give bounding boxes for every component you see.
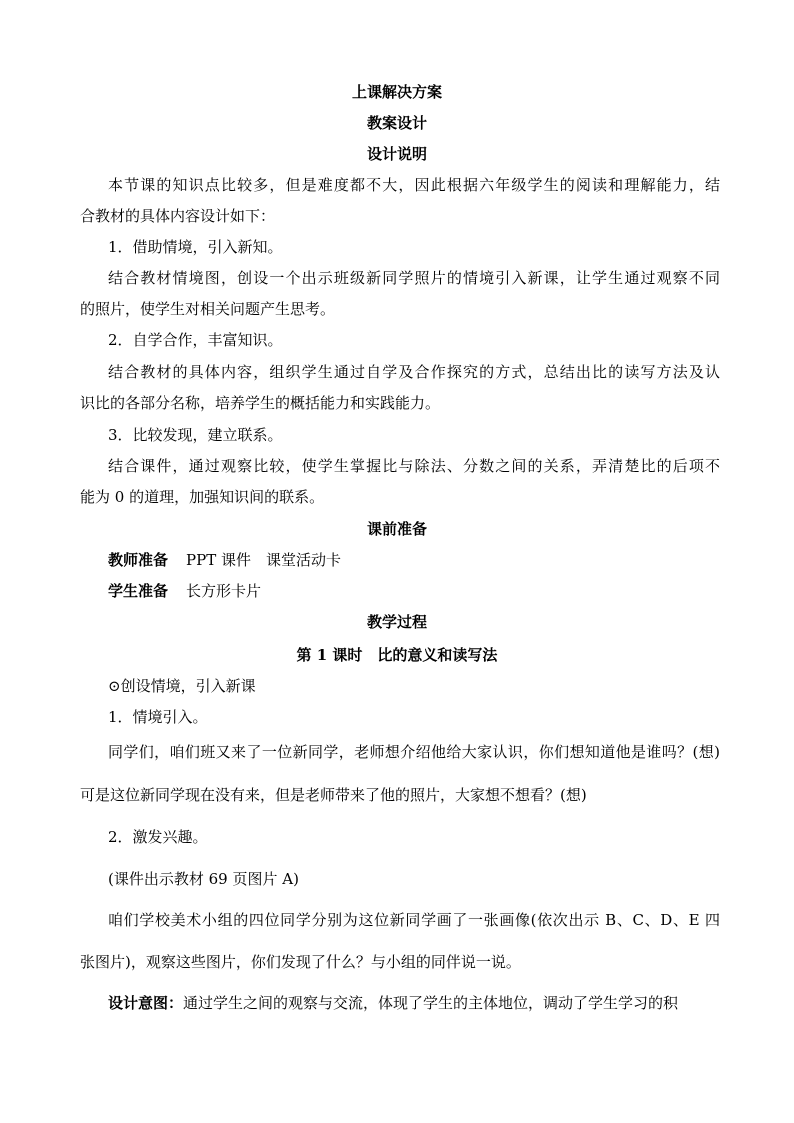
lesson-heading: 第 1 课时 比的意义和读写法 bbox=[296, 646, 498, 664]
process-step-2-line-2: 张图片)，观察这些图片，你们发现了什么？与小组的同伴说一说。 bbox=[80, 953, 521, 971]
design-intent-row bbox=[108, 993, 678, 1013]
process-step-2-line-1: 咱们学校美术小组的四位同学分别为这位新同学画了一张画像(依次出示 B、C、D、E 四 bbox=[108, 911, 720, 929]
process-section-title: ⊙创设情境，引入新课 bbox=[108, 677, 256, 695]
prep-teacher-row bbox=[108, 550, 341, 570]
section-heading-design-notes: 设计说明 bbox=[366, 145, 427, 163]
paragraph-intro-line-2: 合教材的具体内容设计如下： bbox=[80, 207, 276, 225]
prep-teacher-items: PPT 课件 课堂活动卡 bbox=[186, 551, 341, 569]
design-intent-label: 设计意图： bbox=[108, 994, 184, 1012]
prep-teacher-label: 教师准备 bbox=[108, 551, 169, 569]
design-item-2-line-1: 结合教材的具体内容，组织学生通过自学及合作探究的方式，总结出比的读写方法及认 bbox=[108, 363, 720, 381]
design-item-3-line-2: 能为 0 的道理，加强知识间的联系。 bbox=[80, 488, 325, 506]
process-step-1-paragraph-1: 同学们，咱们班又来了一位新同学，老师想介绍他给大家认识，你们想知道他是谁吗？(想) bbox=[108, 743, 720, 761]
section-heading-teaching-process: 教学过程 bbox=[366, 613, 427, 631]
design-item-3-line-1: 结合课件，通过观察比较，使学生掌握比与除法、分数之间的关系，弄清楚比的后项不 bbox=[108, 457, 720, 475]
design-item-1-title: 1．借助情境，引入新知。 bbox=[108, 238, 283, 256]
design-item-3-title: 3．比较发现，建立联系。 bbox=[108, 426, 283, 444]
design-item-1-line-1: 结合教材情境图，创设一个出示班级新同学照片的情境引入新课，让学生通过观察不同 bbox=[108, 269, 720, 287]
prep-student-label: 学生准备 bbox=[108, 582, 169, 600]
design-item-2-title: 2．自学合作，丰富知识。 bbox=[108, 331, 283, 349]
design-item-1-line-2: 的照片，使学生对相关问题产生思考。 bbox=[80, 300, 336, 318]
process-step-1-title: 1．情境引入。 bbox=[108, 708, 208, 726]
section-heading-preparation: 课前准备 bbox=[366, 520, 427, 538]
prep-student-row bbox=[108, 581, 261, 601]
section-heading-lesson-plan: 教案设计 bbox=[366, 114, 427, 132]
process-step-1-paragraph-2: 可是这位新同学现在没有来，但是老师带来了他的照片，大家想不想看？(想) bbox=[80, 786, 587, 804]
design-item-2-line-2: 识比的各部分名称，培养学生的概括能力和实践能力。 bbox=[80, 394, 441, 412]
document-title: 上课解决方案 bbox=[351, 83, 442, 101]
process-step-2-note: (课件出示教材 69 页图片 A) bbox=[108, 870, 299, 888]
process-step-2-title: 2．激发兴趣。 bbox=[108, 828, 208, 846]
design-intent-text: 通过学生之间的观察与交流，体现了学生的主体地位，调动了学生学习的积 bbox=[183, 994, 679, 1012]
paragraph-intro-line-1: 本节课的知识点比较多，但是难度都不大，因此根据六年级学生的阅读和理解能力，结 bbox=[108, 176, 720, 194]
prep-student-items: 长方形卡片 bbox=[186, 582, 262, 600]
